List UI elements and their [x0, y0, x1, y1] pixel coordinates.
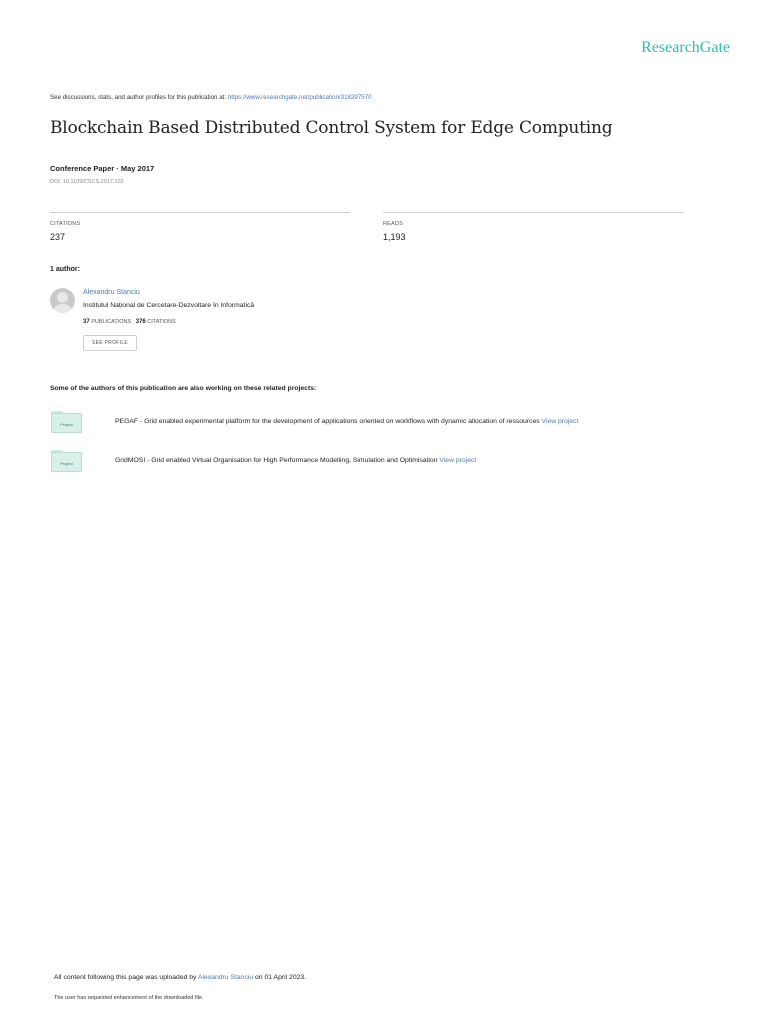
citations-divider	[50, 212, 350, 213]
project-text: PEGAF - Grid enabled experimental platform for the development of applications oriented on workflows with dynamic allocation of ressources	[115, 418, 542, 425]
see-profile-button[interactable]: SEE PROFILE	[83, 335, 137, 351]
author-citations-count: 376	[135, 319, 146, 325]
folder-label: Project	[60, 461, 73, 466]
uploader-link[interactable]: Alexandru Stanciu	[197, 974, 254, 981]
author-publications-count: 37	[83, 319, 90, 325]
enhancement-note: The user has requested enhancement of the downloaded file.	[54, 995, 204, 1001]
discussions-line	[50, 94, 372, 101]
project-item	[115, 418, 578, 425]
upload-line	[54, 974, 306, 981]
upload-prefix: All content following this page was uploaded by	[54, 974, 198, 981]
author-affiliation: Institutul Național de Cercetare-Dezvoltare în Informatică	[83, 302, 255, 309]
author-publications-label: PUBLICATIONS	[91, 319, 132, 325]
view-project-link[interactable]: View project	[439, 457, 477, 464]
author-avatar[interactable]	[50, 288, 75, 313]
avatar-head-shape	[57, 292, 68, 303]
paper-title: Blockchain Based Distributed Control System for Edge Computing	[50, 118, 613, 138]
authors-heading: 1 author:	[50, 266, 80, 273]
project-text: GridMOSI - Grid enabled Virtual Organisation for High Performance Modelling, Simulation and Optimisation	[115, 457, 440, 464]
reads-divider	[383, 212, 684, 213]
avatar-body-shape	[53, 304, 72, 313]
author-name-link[interactable]: Alexandru Stanciu	[83, 289, 140, 296]
project-item	[115, 457, 476, 464]
paper-type-date: Conference Paper · May 2017	[50, 164, 155, 173]
author-citations-label: CITATIONS	[147, 319, 176, 325]
citations-label: CITATIONS	[50, 221, 81, 227]
publication-url-link[interactable]: https://www.researchgate.net/publication/318297570	[227, 94, 372, 101]
author-stats	[83, 319, 176, 325]
project-folder-icon[interactable]	[51, 411, 82, 433]
paper-doi: DOI: 10.1109/CSCS.2017.102	[50, 179, 124, 185]
view-project-link[interactable]: View project	[541, 418, 579, 425]
citations-value: 237	[50, 232, 66, 242]
folder-label: Project	[60, 422, 73, 427]
related-projects-heading: Some of the authors of this publication are also working on these related projects:	[50, 385, 317, 392]
discussions-text: See discussions, stats, and author profiles for this publication at:	[50, 94, 228, 101]
reads-label: READS	[383, 221, 403, 227]
researchgate-logo[interactable]: ResearchGate	[641, 39, 730, 56]
upload-suffix: on 01 April 2023.	[253, 974, 307, 981]
project-folder-icon[interactable]	[51, 450, 82, 472]
reads-value: 1,193	[383, 232, 406, 242]
